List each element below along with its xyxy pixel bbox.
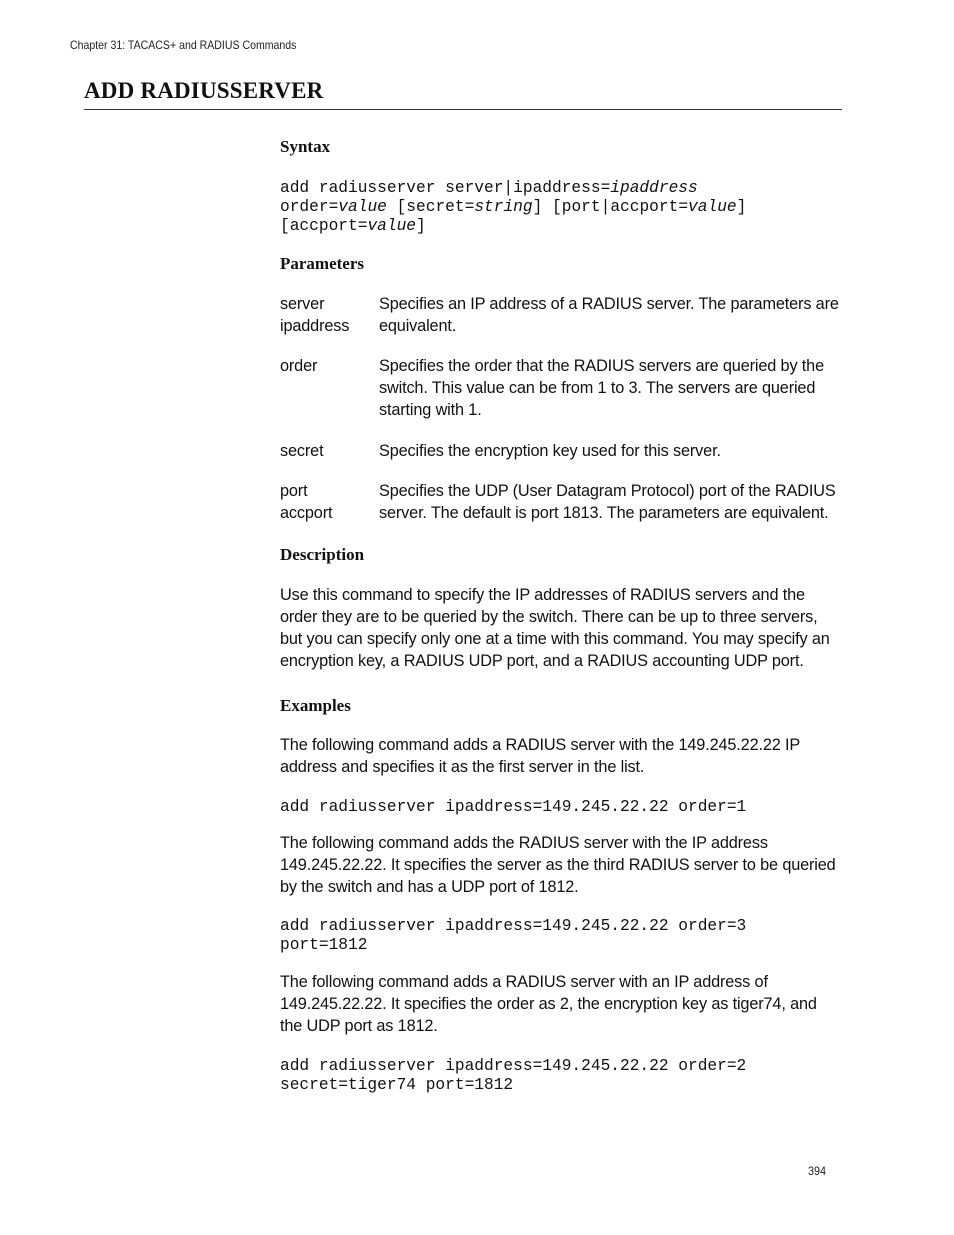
syntax-code-text: ] xyxy=(416,217,426,235)
description-heading: Description xyxy=(280,545,365,564)
syntax-heading: Syntax xyxy=(280,137,331,156)
examples-section xyxy=(280,695,842,1095)
page-number: 394 xyxy=(808,1164,827,1178)
description-paragraph: Use this command to specify the IP addresses of RADIUS servers and the order they are to be queried by the switch. There can be up to three servers, but you can specify only one at a time with this command. You may specify an encryption key, a RADIUS UDP port, and a RADIUS accounting UDP port. xyxy=(280,586,830,670)
syntax-code-text: [secret= xyxy=(386,198,475,216)
parameter-row xyxy=(280,355,842,421)
syntax-code-placeholder: value xyxy=(367,217,417,235)
description-section xyxy=(280,544,842,672)
parameter-description: Specifies the encryption key used for this server. xyxy=(379,442,721,460)
parameter-description: Specifies an IP address of a RADIUS server. The parameters are equivalent. xyxy=(379,295,839,335)
parameter-description: Specifies the order that the RADIUS servers are queried by the switch. This value can be from 1 to 3. The servers are queried starting with 1. xyxy=(379,357,824,419)
example-code: add radiusserver ipaddress=149.245.22.22 order=1 xyxy=(280,798,747,816)
page-title: ADD RADIUSSERVER xyxy=(84,78,324,103)
syntax-code xyxy=(280,179,842,236)
syntax-code-placeholder: value xyxy=(688,198,737,216)
syntax-code-text: ] [port|accport= xyxy=(532,198,689,216)
syntax-section xyxy=(280,136,842,236)
syntax-code-placeholder: value xyxy=(338,198,387,216)
parameter-name-text: server xyxy=(280,295,325,313)
running-header: Chapter 31: TACACS+ and RADIUS Commands xyxy=(70,38,297,52)
example-code: add radiusserver ipaddress=149.245.22.22 order=3 port=1812 xyxy=(280,917,747,954)
title-divider xyxy=(84,109,842,110)
parameter-name-text: order xyxy=(280,357,318,375)
syntax-code-text: order= xyxy=(280,198,339,216)
parameter-name xyxy=(280,440,379,462)
parameter-name xyxy=(280,293,379,337)
parameter-name-text: secret xyxy=(280,442,324,460)
parameter-name xyxy=(280,355,379,421)
parameters-section xyxy=(280,253,842,524)
parameter-row xyxy=(280,440,842,462)
parameters-heading: Parameters xyxy=(280,254,365,273)
example-text: The following command adds a RADIUS server with an IP address of 149.245.22.22. It specifies the order as 2, the encryption key as tiger74, and the UDP port as 1812. xyxy=(280,973,817,1035)
syntax-code-text: [accport= xyxy=(280,217,368,235)
parameter-row xyxy=(280,480,842,524)
main-content xyxy=(280,136,842,1095)
syntax-code-placeholder: string xyxy=(474,198,533,216)
parameter-description: Specifies the UDP (User Datagram Protocol) port of the RADIUS server. The default is port 1813. The parameters are equivalent. xyxy=(379,482,836,522)
parameter-name-text: accport xyxy=(280,504,333,522)
examples-heading: Examples xyxy=(280,696,351,715)
syntax-code-text: add radiusserver server|ipaddress= xyxy=(280,179,611,197)
syntax-code-text: ] xyxy=(736,198,747,216)
parameter-name-text: ipaddress xyxy=(280,317,350,335)
syntax-code-placeholder: ipaddress xyxy=(610,179,698,197)
parameter-row xyxy=(280,293,842,337)
example-text: The following command adds a RADIUS server with the 149.245.22.22 IP address and specifies it as the first server in the list. xyxy=(280,736,800,776)
parameter-name xyxy=(280,480,379,524)
example-text: The following command adds the RADIUS server with the IP address 149.245.22.22. It specifies the server as the third RADIUS server to be queried by the switch and has a UDP port of 1812. xyxy=(280,834,836,896)
parameter-name-text: port xyxy=(280,482,308,500)
example-code: add radiusserver ipaddress=149.245.22.22 order=2 secret=tiger74 port=1812 xyxy=(280,1057,747,1094)
